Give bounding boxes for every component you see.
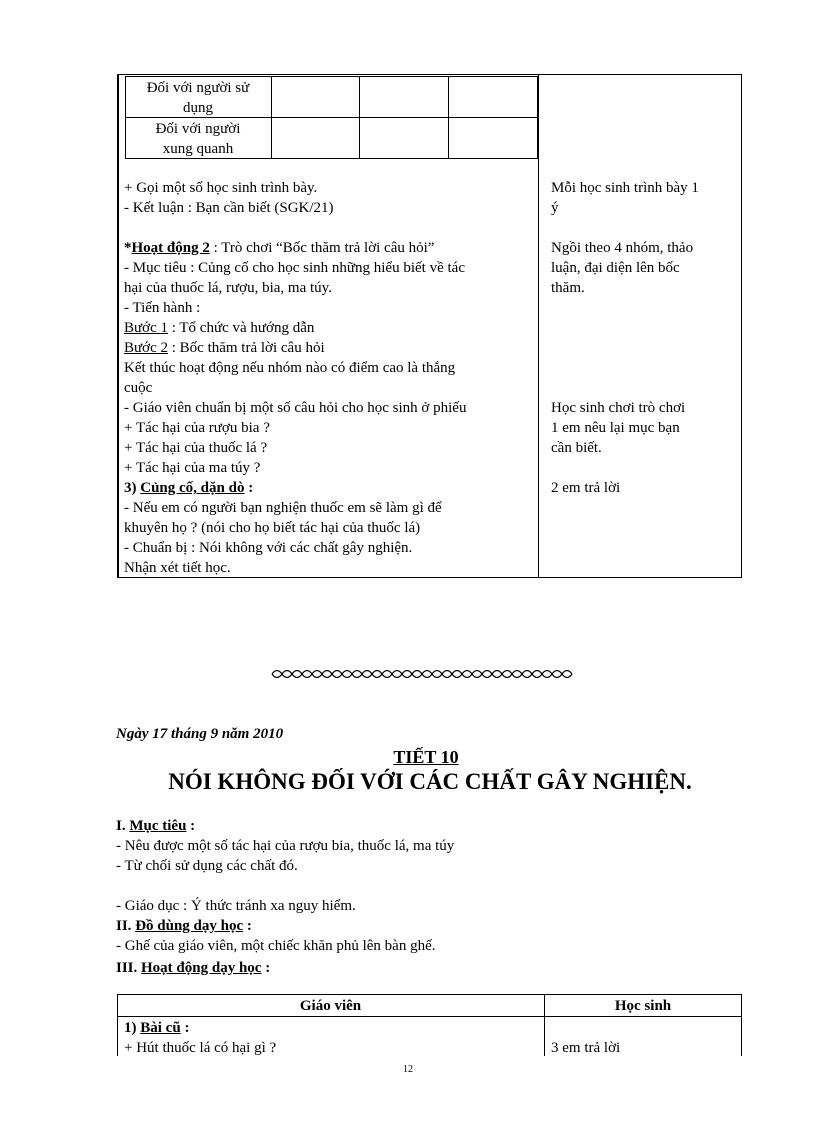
student-line: Ngồi theo 4 nhóm, thảo — [551, 240, 694, 256]
student-line: cần biết. — [551, 440, 602, 456]
heading-prefix: * — [124, 240, 132, 256]
inner-col-divider — [271, 76, 272, 159]
inner-cell-line: Đối với người — [155, 121, 241, 137]
text-line: + Tác hại của rượu bia ? — [124, 420, 270, 436]
heading-title: Bài cũ — [140, 1020, 181, 1036]
heading-colon: : — [186, 818, 196, 834]
text-line: - Giáo dục : Ý thức tránh xa nguy hiểm. — [116, 898, 356, 914]
heading-title: Củng cố, dặn dò — [140, 480, 245, 496]
student-line: Mỗi học sinh trình bày 1 — [551, 180, 699, 196]
text-line: + Tác hại của ma túy ? — [124, 460, 261, 476]
heading-colon: : — [261, 960, 271, 976]
heading-num: III. — [116, 960, 142, 976]
step-text: : Bốc thăm trả lời câu hỏi — [167, 340, 325, 356]
student-line: 2 em trả lời — [551, 480, 621, 496]
student-line: Học sinh chơi trò chơi — [551, 400, 686, 416]
step-1 — [124, 318, 314, 338]
student-line: 3 em trả lời — [551, 1040, 621, 1056]
inner-col-divider — [448, 76, 449, 159]
consolidate-heading — [124, 478, 253, 498]
text-line: - Nếu em có người bạn nghiện thuốc em sẽ làm gì để — [124, 500, 442, 516]
heading-colon: : — [244, 480, 254, 496]
text-line: Kết thúc hoạt động nếu nhóm nào có điểm cao là thắng — [124, 360, 456, 376]
text-line: - Chuẩn bị : Nói không với các chất gây nghiện. — [124, 540, 413, 556]
section-heading — [116, 958, 270, 978]
step-label: Bước 2 — [124, 340, 168, 356]
text-line: cuộc — [124, 380, 153, 396]
lesson-date: Ngày 17 tháng 9 năm 2010 — [116, 726, 284, 742]
table-column-divider — [538, 74, 539, 578]
text-line: - Tiến hành : — [124, 300, 201, 316]
text-line: - Giáo viên chuẩn bị một số câu hỏi cho học sinh ở phiếu — [124, 400, 467, 416]
heading-colon: : — [243, 918, 252, 934]
heading-num: 1) — [124, 1020, 141, 1036]
text-line: - Nêu được một số tác hại của rượu bia, thuốc lá, ma túy — [116, 838, 455, 854]
heading-title: Mục tiêu — [129, 818, 187, 834]
table-header-divider — [117, 1016, 742, 1017]
text-line: - Kết luận : Bạn cần biết (SGK/21) — [124, 200, 334, 216]
student-line: luận, đại diện lên bốc — [551, 260, 680, 276]
section-heading — [116, 916, 252, 936]
heading-num: II. — [116, 918, 136, 934]
activity2-heading — [124, 238, 434, 258]
text-line: + Gọi một số học sinh trình bày. — [124, 180, 318, 196]
inner-cell-line: dụng — [183, 100, 213, 116]
inner-cell-line: Đối với người sử — [146, 80, 250, 96]
step-2 — [124, 338, 325, 358]
step-text: : Tổ chức và hướng dẫn — [167, 320, 315, 336]
text-line: - Từ chối sử dụng các chất đó. — [116, 858, 298, 874]
header-student: Học sinh — [614, 998, 672, 1014]
text-line: khuyên họ ? (nói cho họ biết tác hại của thuốc lá) — [124, 520, 421, 536]
page-title: NÓI KHÔNG ĐỐI VỚI CÁC CHẤT GÂY NGHIỆN. — [168, 769, 692, 794]
heading-num: 3) — [124, 480, 141, 496]
text-line: hại của thuốc lá, rượu, bia, ma túy. — [124, 280, 332, 296]
student-line: thăm. — [551, 280, 585, 296]
step-label: Bước 1 — [124, 320, 168, 336]
text-line: - Mục tiêu : Củng cố cho học sinh những hiểu biết về tác — [124, 260, 465, 276]
section-heading — [116, 816, 195, 836]
ornament-divider — [250, 664, 590, 684]
text-line: + Hút thuốc lá có hại gì ? — [124, 1040, 277, 1056]
heading-num: I. — [116, 818, 130, 834]
heading-rest: : Trò chơi “Bốc thăm trả lời câu hỏi” — [209, 240, 435, 256]
heading-colon: : — [180, 1020, 190, 1036]
text-line: + Tác hại của thuốc lá ? — [124, 440, 268, 456]
student-line: 1 em nêu lại mục bạn — [551, 420, 680, 436]
heading-title: Đồ dùng dạy học — [135, 918, 244, 934]
header-teacher: Giáo viên — [299, 998, 362, 1014]
inner-col-divider — [359, 76, 360, 159]
text-line: Nhận xét tiết học. — [124, 560, 231, 576]
student-line: ý — [551, 200, 559, 216]
lesson-number: TIẾT 10 — [393, 747, 459, 767]
heading-title: Hoạt động 2 — [131, 240, 210, 256]
text-line: - Ghế của giáo viên, một chiếc khăn phủ lên bàn ghế. — [116, 938, 436, 954]
old-lesson-heading — [124, 1018, 189, 1038]
heading-title: Hoạt động dạy học — [141, 960, 262, 976]
inner-cell-line: xung quanh — [162, 141, 234, 157]
page-number: 12 — [403, 1064, 413, 1075]
